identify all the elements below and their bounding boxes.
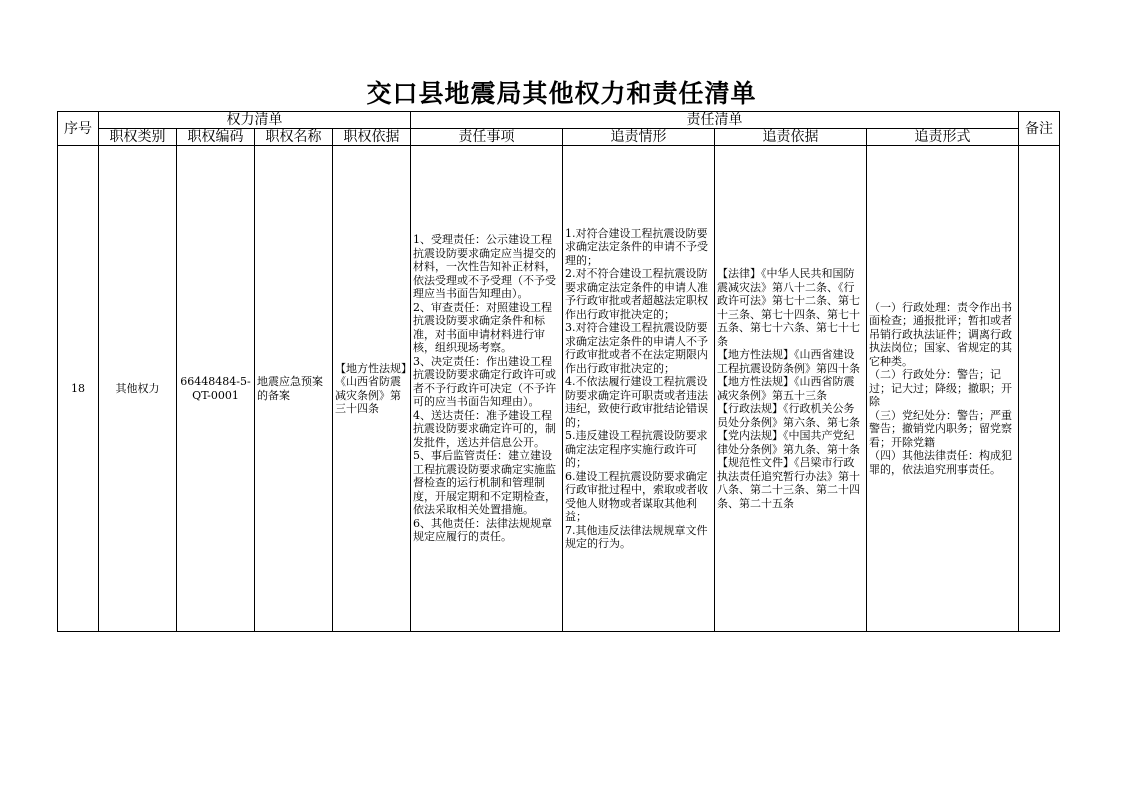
cell-category: 其他权力 [99, 146, 177, 632]
case-item: 3.对符合建设工程抗震设防要求确定法定条件的申请人不予行政审批或者不在法定期限内作出行政审批决定的； [565, 321, 708, 375]
header-category: 职权类别 [99, 129, 177, 146]
header-power-list: 权力清单 [99, 112, 411, 129]
responsibility-item: 5、事后监管责任：建立建设工程抗震设防要求确定实施监督检查的运行机制和管理制度，开展定期和不定期检查，依法采取相关处置措施。 [413, 449, 556, 517]
case-item: 4.不依法履行建设工程抗震设防要求确定许可职责或者违法违纪，致使行政审批结论错误的； [565, 375, 708, 429]
cell-accountability-forms [867, 146, 1019, 632]
form-item: （四）其他法律责任：构成犯罪的，依法追究刑事责任。 [869, 449, 1012, 476]
case-item: 2.对不符合建设工程抗震设防要求确定法定条件的申请人准予行政审批或者超越法定职权作出行政审批决定的； [565, 267, 708, 321]
basis-item: 【规范性文件】《吕梁市行政执法责任追究暂行办法》第十八条、第二十三条、第二十四条、第二十五条 [717, 456, 860, 510]
power-responsibility-table [57, 111, 1060, 632]
header-seq: 序号 [58, 112, 99, 146]
cell-basis: 【地方性法规】《山西省防震减灾条例》第三十四条 [333, 146, 411, 632]
header-accountability-basis: 追责依据 [715, 129, 867, 146]
responsibility-item: 6、其他责任：法律法规规章规定应履行的责任。 [413, 516, 552, 544]
cell-code: 66448484-5-QT-0001 [177, 146, 255, 632]
responsibility-item: 4、送达责任：准予建设工程抗震设防要求确定许可的，制发批件，送达并信息公开。 [413, 408, 556, 449]
responsibility-item: 1、受理责任：公示建设工程抗震设防要求确定应当提交的材料，一次性告知补正材料，依法受理或不予受理（不予受理应当书面告知理由）。 [413, 233, 556, 301]
header-name: 职权名称 [255, 129, 333, 146]
case-item: 7.其他违反法律法规规章文件规定的行为。 [565, 523, 708, 550]
header-responsibilities: 责任事项 [411, 129, 563, 146]
table-row [58, 146, 1060, 632]
form-item: （二）行政处分：警告；记过；记大过；降级；撤职；开除 [869, 368, 1012, 409]
cell-accountability-cases [563, 146, 715, 632]
cell-accountability-basis [715, 146, 867, 632]
form-item: （三）党纪处分：警告；严重警告；撤销党内职务；留党察看；开除党籍 [869, 408, 1012, 449]
header-basis: 职权依据 [333, 129, 411, 146]
header-accountability-forms: 追责形式 [867, 129, 1019, 146]
form-item: （一）行政处理：责令作出书面检查；通报批评；暂扣或者吊销行政执法证件；调离行政执法岗位；国家、省规定的其它种类。 [869, 300, 1012, 368]
basis-item: 【地方性法规】《山西省防震减灾条例》第五十三条 [717, 375, 855, 402]
basis-item: 【党内法规】《中国共产党纪律处分条例》第九条、第十条 [717, 429, 860, 456]
responsibility-item: 2、审查责任：对照建设工程抗震设防要求确定条件和标准，对书面申请材料进行审核，组织现场考察。 [413, 300, 552, 355]
header-row-columns [58, 129, 1060, 146]
case-item: 5.违反建设工程抗震设防要求确定法定程序实施行政许可的； [565, 429, 708, 469]
header-remark: 备注 [1019, 112, 1060, 146]
cell-name: 地震应急预案的备案 [255, 146, 333, 632]
basis-item: 【行政法规】《行政机关公务员处分条例》第六条、第七条 [717, 402, 860, 429]
responsibility-item: 3、决定责任：作出建设工程抗震设防要求确定行政许可或者不予行政许可决定（不予许可的应当书面告知理由）。 [413, 354, 556, 409]
basis-item: 【法律】《中华人民共和国防震减灾法》第八十二条、《行政许可法》第七十二条、第七十三条、第七十四条、第七十五条、第七十六条、第七十七条 [717, 267, 860, 348]
header-responsibility-list: 责任清单 [411, 112, 1019, 129]
case-item: 6.建设工程抗震设防要求确定行政审批过程中，索取或者收受他人财物或者谋取其他利益； [565, 469, 708, 523]
header-row-group [58, 112, 1060, 129]
cell-responsibilities [411, 146, 563, 632]
case-item: 1.对符合建设工程抗震设防要求确定法定条件的申请不予受理的； [565, 226, 708, 267]
header-accountability-cases: 追责情形 [563, 129, 715, 146]
cell-seq: 18 [58, 146, 99, 632]
cell-remark [1019, 146, 1060, 632]
page-title: 交口县地震局其他权力和责任清单 [366, 79, 757, 108]
header-code: 职权编码 [177, 129, 255, 146]
basis-item: 【地方性法规】《山西省建设工程抗震设防条例》第四十条 [717, 348, 860, 375]
